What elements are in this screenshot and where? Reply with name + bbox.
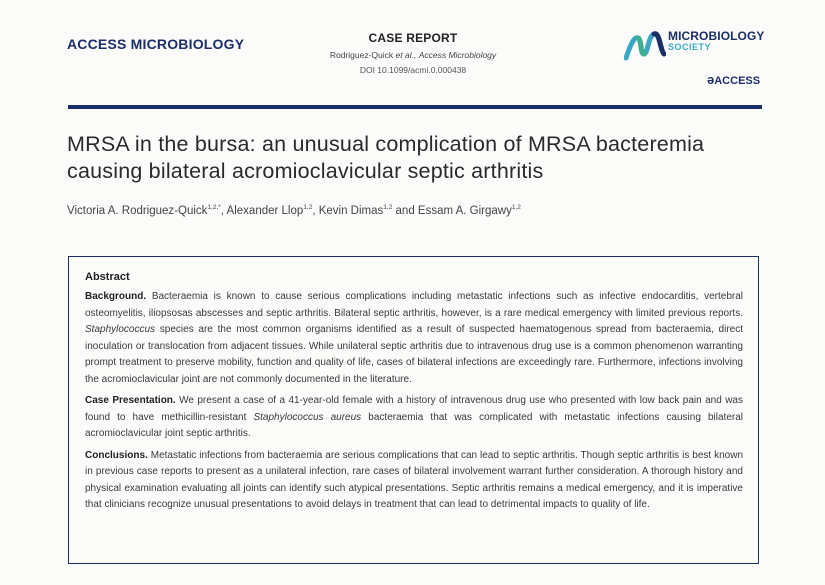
case-label: Case Presentation. [85, 395, 176, 406]
author-list [67, 204, 521, 217]
doi: DOI 10.1099/acmi.0.000438 [359, 65, 467, 75]
background-text-2: species are the most common organisms identified as a result of suspected haematogenous spread from bacteraemia, direct inoculation or translocation from adjacent tissues. While unilateral septic arthritis due to intravenous drug use is a common phenomenon warranting prompt treatment to preserve mobility, function and quality of life, cases of bilateral infections are exceedingly rare. Furthermore, infections involving the acromioclavicular joint are not commonly documented in the literature. [85, 324, 743, 385]
author-separator: , [220, 204, 227, 217]
citation-journal: Access Microbiology [418, 50, 497, 60]
author-separator: , [312, 204, 319, 217]
author-affiliation: 1,2 [303, 204, 313, 211]
abstract-case-presentation [85, 393, 743, 443]
author-name: Victoria A. Rodriguez-Quick [67, 204, 208, 217]
author-name: Essam A. Girgawy [417, 204, 512, 217]
author-affiliation: 1,2 [383, 204, 393, 211]
abstract-box [68, 256, 759, 564]
author-affiliation: 1,2,* [207, 204, 221, 211]
case-report-header [300, 31, 526, 75]
open-access-label: ACCESS [714, 75, 761, 87]
citation-authors: Rodriguez-Quick [329, 50, 394, 60]
author-name: Alexander Llop [226, 204, 304, 217]
open-access-icon: ə [707, 72, 715, 87]
journal-name: ACCESS MICROBIOLOGY [67, 36, 245, 52]
author-affiliation: 1,2 [511, 204, 521, 211]
conclusions-label: Conclusions. [85, 449, 148, 461]
abstract-heading: Abstract [85, 271, 130, 283]
open-access-badge [707, 72, 760, 87]
abstract-conclusions [85, 448, 743, 514]
background-text-1: Bacteraemia is known to cause serious complications including metastatic infections such as infective endocarditis, vertebral osteomyelitis, iliopsosas abscesses and septic arthritis. Bilateral septic arthritis, however, is a rare medical emergency with limited previous reports. [85, 291, 743, 319]
abstract-background [85, 289, 743, 388]
author-separator: and [392, 204, 418, 217]
case-organism: Staphylococcus aureus [253, 411, 362, 423]
article-title: MRSA in the bursa: an unusual complication of MRSA bacteremia causing bilateral acromioclavicular septic arthritis [67, 132, 705, 183]
society-name-line2: SOCIETY [668, 42, 712, 52]
case-text-1: We present a case of a 41-year-old female with a history of intravenous drug use who presented with low back pain and was found to have methicillin-resistant [85, 395, 743, 423]
conclusions-text: Metastatic infections from bacteraemia are serious complications that can lead to septic arthritis. Though septic arthritis is best known in previous case reports to present as a unilateral infection, rare cases of bilateral involvement warrant further consideration. A thorough history and physical examination evaluating all joints can identify such atypical presentations. Septic arthritis remains a medical emergency, and it is imperative that clinicians recognize unusual presentations to avoid delays in treatment that can lead to detrimental impacts to quality of life. [85, 449, 744, 510]
report-type: CASE REPORT [368, 31, 458, 45]
author-name: Kevin Dimas [318, 204, 384, 217]
citation-etal: et al., [395, 50, 417, 60]
header-rule [68, 105, 762, 109]
background-organism: Staphylococcus [85, 324, 156, 335]
society-name-line1: MICROBIOLOGY [668, 29, 765, 43]
case-text-2: bacteraemia that was complicated with metastatic infections causing bilateral acromioclavicular joint septic arthritis. [85, 411, 743, 439]
citation [300, 50, 526, 60]
background-label: Background. [85, 291, 147, 302]
society-wave-icon [624, 28, 666, 62]
microbiology-society-logo [624, 24, 764, 94]
